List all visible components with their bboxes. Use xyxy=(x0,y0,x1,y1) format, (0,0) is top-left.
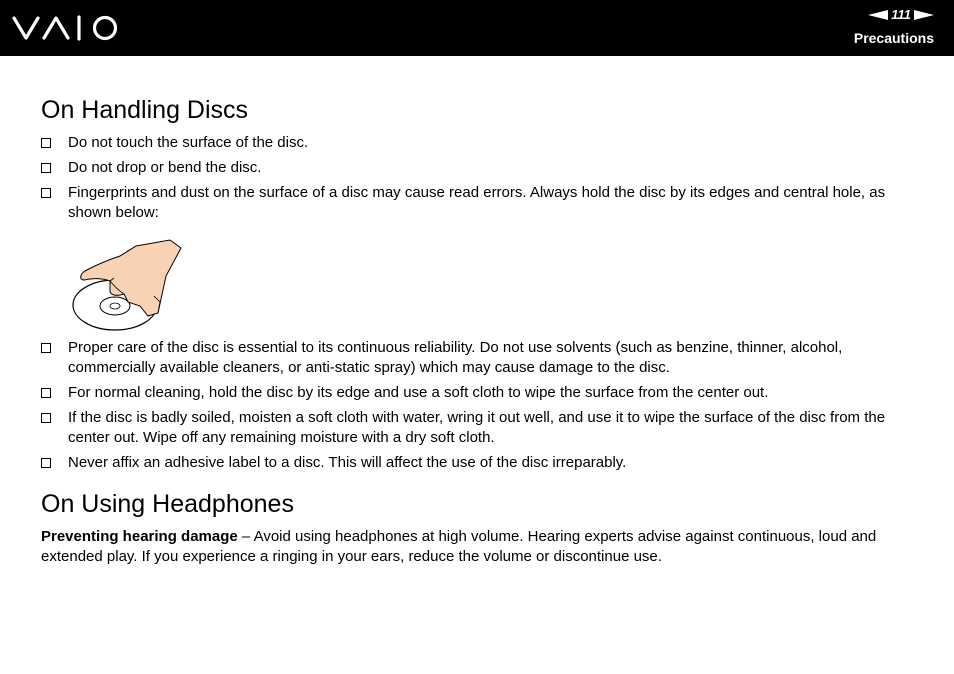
list-item: Do not drop or bend the disc. xyxy=(41,158,916,178)
disc-bullets-top xyxy=(41,133,916,228)
checkbox-bullet-icon xyxy=(41,388,51,398)
previous-page-arrow-icon[interactable] xyxy=(868,10,888,20)
next-page-arrow-icon[interactable] xyxy=(914,10,934,20)
hearing-damage-body: – Avoid using headphones at high volume. Hearing experts advise against continuous, loud and extended play. If you experience a ringing in your ears, reduce the volume or discontinue use. xyxy=(41,528,877,565)
list-item: Never affix an adhesive label to a disc. This will affect the use of the disc irreparably. xyxy=(41,453,916,473)
disc-bullets-bottom xyxy=(41,338,916,478)
checkbox-bullet-icon xyxy=(41,413,51,423)
section-label: Precautions xyxy=(853,30,934,46)
checkbox-bullet-icon xyxy=(41,343,51,353)
checkbox-bullet-icon xyxy=(41,138,51,148)
vaio-logo xyxy=(12,14,120,47)
checkbox-bullet-icon xyxy=(41,188,51,198)
page-header xyxy=(0,0,954,56)
heading-using-headphones: On Using Headphones xyxy=(41,490,294,518)
checkbox-bullet-icon xyxy=(41,458,51,468)
list-item: Proper care of the disc is essential to its continuous reliability. Do not use solvents (such as benzine, thinner, alcohol, commercially available cleaners, or anti-static spray) which may cause damage to the disc. xyxy=(41,338,916,378)
list-item: Do not touch the surface of the disc. xyxy=(41,133,916,153)
page-pager xyxy=(868,7,934,22)
page-number: 111 xyxy=(891,7,911,22)
checkbox-bullet-icon xyxy=(41,163,51,173)
list-item: Fingerprints and dust on the surface of a disc may cause read errors. Always hold the disc by its edges and central hole, as shown below: xyxy=(41,183,916,223)
list-item: If the disc is badly soiled, moisten a soft cloth with water, wring it out well, and use it to wipe the surface of the disc from the center out. Wipe off any remaining moisture with a dry soft cloth. xyxy=(41,408,916,448)
hearing-damage-lead: Preventing hearing damage xyxy=(41,528,238,545)
headphones-paragraph xyxy=(41,527,921,567)
heading-handling-discs: On Handling Discs xyxy=(41,96,249,124)
list-item: For normal cleaning, hold the disc by its edge and use a soft cloth to wipe the surface from the center out. xyxy=(41,383,916,403)
hand-holding-disc-illustration xyxy=(70,236,190,341)
